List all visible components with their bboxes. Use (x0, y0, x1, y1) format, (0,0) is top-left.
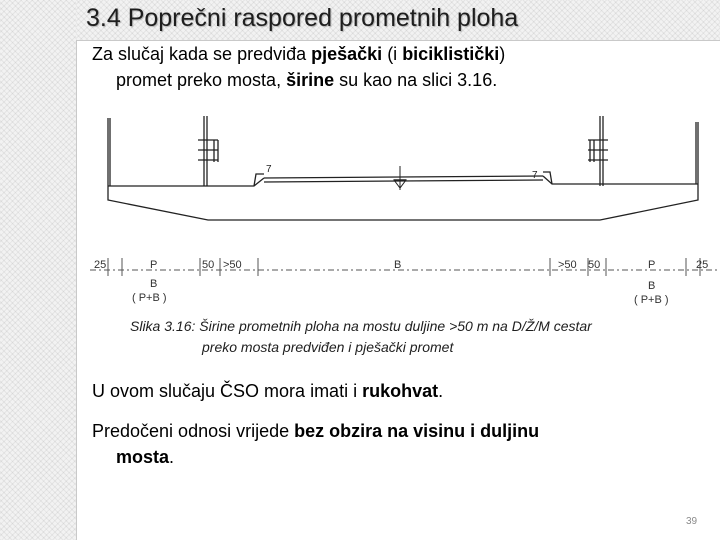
intro-text-5: su kao na slici 3.16. (334, 70, 498, 90)
conditions-text-1: Predočeni odnosi vrijede (92, 421, 295, 441)
intro-line-1 (92, 41, 712, 67)
railing-paragraph (92, 378, 712, 404)
intro-text-3: ) (499, 44, 506, 64)
railing-bold-rukohvat: rukohvat (362, 381, 439, 401)
intro-bold-pjesacki: pješački (311, 44, 383, 64)
dim-50-left: 50 (202, 259, 215, 271)
conditions-paragraph (92, 418, 712, 470)
dim-25-left: 25 (94, 259, 107, 271)
figure-caption (130, 316, 720, 358)
conditions-line-2 (92, 444, 712, 470)
left-b-label: B (150, 278, 158, 290)
bridge-cross-section-drawing (88, 110, 720, 310)
intro-line-2 (92, 67, 712, 93)
dim-gt50-right: >50 (558, 259, 577, 271)
left-curb-mark: 7 (266, 164, 272, 175)
conditions-line-1 (92, 418, 712, 444)
intro-bold-biciklisticki: biciklistički (402, 44, 500, 64)
page-number: 39 (686, 516, 698, 527)
dimension-line (90, 258, 718, 276)
intro-text-2: (i (382, 44, 403, 64)
bridge-cross-section-figure (88, 110, 720, 310)
dim-gt50-left: >50 (223, 259, 242, 271)
conditions-bold-1: bez obzira na visinu i duljinu (294, 421, 540, 441)
right-pb-label: ( P+B ) (634, 294, 669, 306)
dim-p-left: P (150, 259, 158, 271)
intro-bold-sirine: širine (286, 70, 335, 90)
left-pb-label: ( P+B ) (132, 292, 167, 304)
center-axis-marker (394, 166, 406, 190)
dim-50-right: 50 (588, 259, 601, 271)
railing-text-1: U ovom slučaju ČSO mora imati i (92, 381, 363, 401)
dim-p-right: P (648, 259, 656, 271)
conditions-text-2: . (169, 447, 175, 467)
intro-text-4: promet preko mosta, (116, 70, 287, 90)
decorative-border-left (0, 0, 76, 540)
frame-divider-vertical (76, 40, 77, 540)
intro-paragraph (92, 41, 712, 93)
right-b-label: B (648, 280, 656, 292)
slide-title: 3.4 Poprečni raspored prometnih ploha (86, 4, 519, 32)
caption-line-2: preko mosta predviđen i pješački promet (202, 339, 454, 355)
right-curb-mark: 7 (532, 170, 538, 181)
dim-25-right: 25 (696, 259, 709, 271)
caption-line-1: Slika 3.16: Širine prometnih ploha na mostu duljine >50 m na D/Ž/M cestar (130, 318, 592, 334)
dim-b-center: B (394, 259, 402, 271)
railing-text-2: . (438, 381, 444, 401)
intro-text-1: Za slučaj kada se predviđa (92, 44, 312, 64)
conditions-bold-mosta: mosta (116, 447, 170, 467)
railing-line (92, 378, 712, 404)
